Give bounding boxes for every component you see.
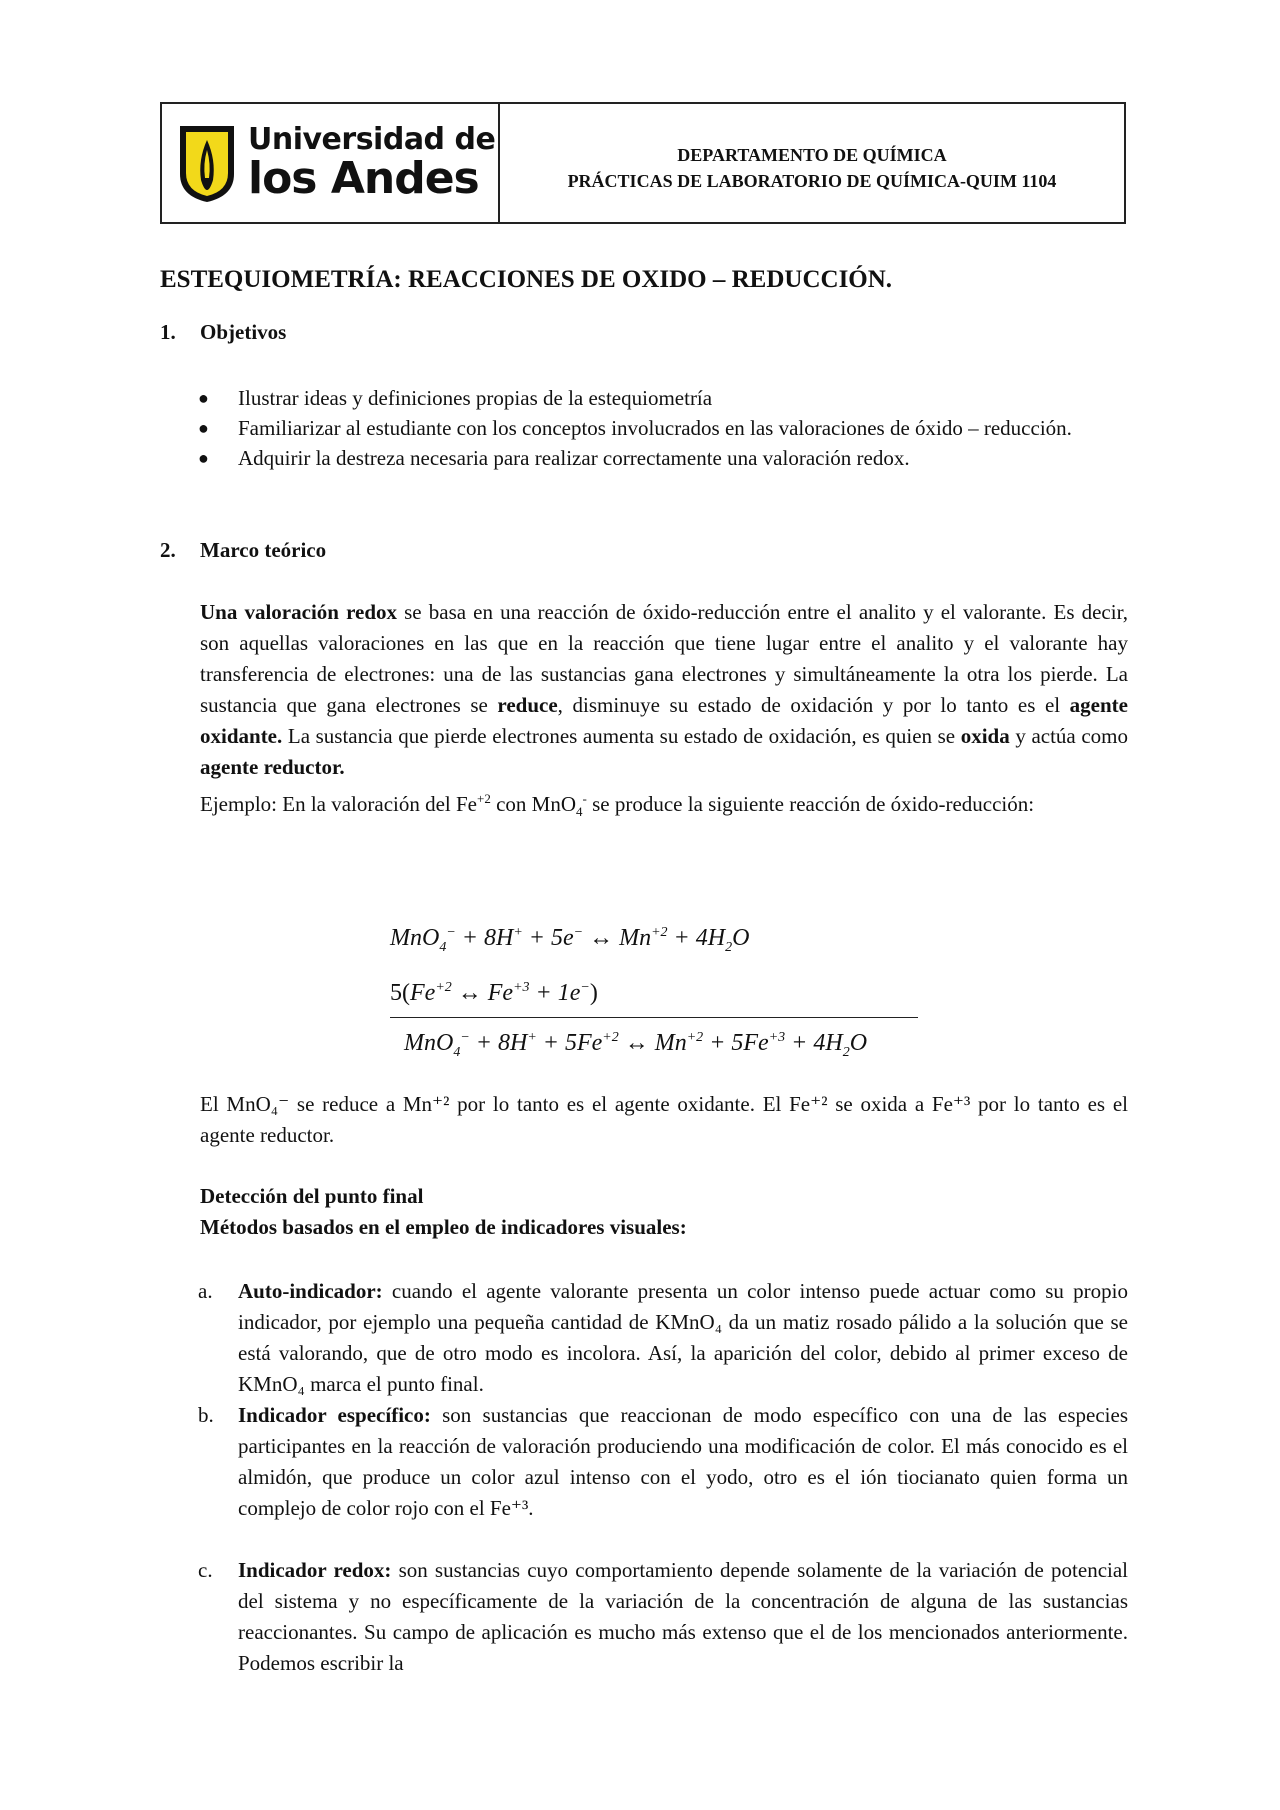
equation-oxidation: $5(Fe^{+2}$ ↔ $Fe^{+3} + 1e^-$) bbox=[390, 979, 598, 1006]
term-agente-reductor: agente reductor. bbox=[200, 755, 345, 779]
list-item-text: Ilustrar ideas y definiciones propias de la estequiometría bbox=[238, 386, 713, 410]
list-item bbox=[198, 413, 1128, 443]
logo-wordmark bbox=[248, 122, 496, 204]
theory-paragraph bbox=[200, 597, 1128, 827]
logo-line-1: Universidad de bbox=[248, 122, 496, 157]
redox-equations bbox=[390, 913, 918, 1073]
section-number: 2. bbox=[160, 538, 176, 562]
bullet-icon: ● bbox=[198, 388, 209, 408]
section-number: 1. bbox=[160, 320, 176, 344]
term-valoracion-redox: Una valoración redox bbox=[200, 600, 398, 624]
department-name: DEPARTAMENTO DE QUÍMICA bbox=[677, 145, 947, 165]
item-letter: b. bbox=[198, 1403, 214, 1427]
text-run: se basa en una reacción de óxido-reducción entre el analito y el valorante. Es decir, son aquellas valoraciones en las que en la reacción que tiene lugar entre el analito y el valorante hay transferencia de electrones: una de las sustancias gana electrones y simultáneamente la otra los pierde. La sustancia que gana electrones se bbox=[200, 600, 1128, 717]
item-label: Auto-indicador: bbox=[238, 1279, 383, 1303]
text-run: y actúa como bbox=[1009, 724, 1128, 748]
subheading-metodos: Métodos basados en el empleo de indicadores visuales: bbox=[200, 1215, 687, 1239]
list-item-text: Familiarizar al estudiante con los conceptos involucrados en las valoraciones de óxido – reducción. bbox=[238, 416, 1072, 440]
bullet-icon: ● bbox=[198, 448, 209, 468]
item-letter: c. bbox=[198, 1558, 213, 1582]
item-text: cuando el agente valorante presenta un color intenso puede actuar como su propio indicador, por ejemplo una pequeña cantidad de KMnO₄ da un matiz rosado pálido a la solución que se está valorando, que de otro modo es incolora. Así, la aparición del color, debido al primer exceso de KMnO₄ marca el punto final. bbox=[238, 1279, 1128, 1396]
indicator-list bbox=[198, 1276, 1128, 1679]
university-logo bbox=[162, 104, 500, 222]
torch-crest-icon bbox=[176, 122, 238, 204]
section-title: Objetivos bbox=[200, 320, 287, 344]
text-run: , disminuye su estado de oxidación y por lo tanto es el bbox=[557, 693, 1070, 717]
item-label: Indicador redox: bbox=[238, 1558, 392, 1582]
course-name: PRÁCTICAS DE LABORATORIO DE QUÍMICA-QUIM 1104 bbox=[567, 171, 1057, 191]
item-label: Indicador específico: bbox=[238, 1403, 431, 1427]
text-run: Ejemplo: En la valoración del Fe bbox=[200, 792, 477, 816]
term-oxida: oxida bbox=[960, 724, 1010, 748]
subscript: 4 bbox=[576, 804, 583, 820]
superscript: - bbox=[582, 791, 587, 806]
equation-overall: $MnO_4^- + 8H^+ + 5Fe^{+2}$ ↔ $Mn^{+2} + 5Fe^{+3} + 4H_2O$ bbox=[404, 1029, 868, 1060]
text-run: La sustancia que pierde electrones aumenta su estado de oxidación, es quien se bbox=[282, 724, 961, 748]
list-item-text: Adquirir la destreza necesaria para realizar correctamente una valoración redox. bbox=[238, 446, 910, 470]
text-run: con MnO bbox=[490, 792, 577, 816]
list-item bbox=[198, 1555, 1128, 1679]
subheading-deteccion: Detección del punto final bbox=[200, 1184, 424, 1208]
list-item bbox=[198, 443, 1128, 473]
objectives-list bbox=[198, 383, 1128, 473]
term-reduce: reduce bbox=[497, 693, 558, 717]
item-text: son sustancias que reaccionan de modo específico con una de las especies participantes en la reacción de valoración produciendo una modificación de color. El más conocido es el almidón, que produce un color azul intenso con el yodo, otro es el ión tiocianato quien forma un complejo de color rojo con el Fe⁺³. bbox=[238, 1403, 1128, 1520]
deteccion-headings bbox=[200, 1181, 687, 1243]
document-header bbox=[160, 102, 1126, 224]
text-run: se produce la siguiente reacción de óxido-reducción: bbox=[586, 792, 1035, 816]
section-objetivos-heading bbox=[160, 320, 286, 345]
term-agente-oxidante: agente oxidante. bbox=[200, 693, 1128, 748]
list-item bbox=[198, 1400, 1128, 1524]
superscript: +2 bbox=[477, 791, 491, 806]
item-text: son sustancias cuyo comportamiento depende solamente de la variación de potencial del sistema y no específicamente de la variación de la concentración de alguna de las sustancias reaccionantes. Su campo de aplicación es mucho más extenso que el de los mencionados anteriormente. Podemos escribir la bbox=[238, 1558, 1128, 1675]
bullet-icon: ● bbox=[198, 418, 209, 438]
conclusion-paragraph: El MnO₄⁻ se reduce a Mn⁺² por lo tanto es el agente oxidante. El Fe⁺² se oxida a Fe⁺³ por lo tanto es el agente reductor. bbox=[200, 1092, 1128, 1147]
section-marco-heading bbox=[160, 538, 326, 563]
department-info bbox=[500, 104, 1124, 222]
list-item bbox=[198, 383, 1128, 413]
logo-line-2: los Andes bbox=[248, 153, 479, 204]
page-title: ESTEQUIOMETRÍA: REACCIONES DE OXIDO – REDUCCIÓN. bbox=[160, 266, 893, 293]
item-letter: a. bbox=[198, 1279, 213, 1303]
equation-reduction: MnO$_4$− + 8H+ + 5e− ↔ $Mn^{+2} + 4H_2O$ bbox=[390, 925, 750, 955]
list-item bbox=[198, 1276, 1128, 1400]
section-title: Marco teórico bbox=[200, 538, 327, 562]
